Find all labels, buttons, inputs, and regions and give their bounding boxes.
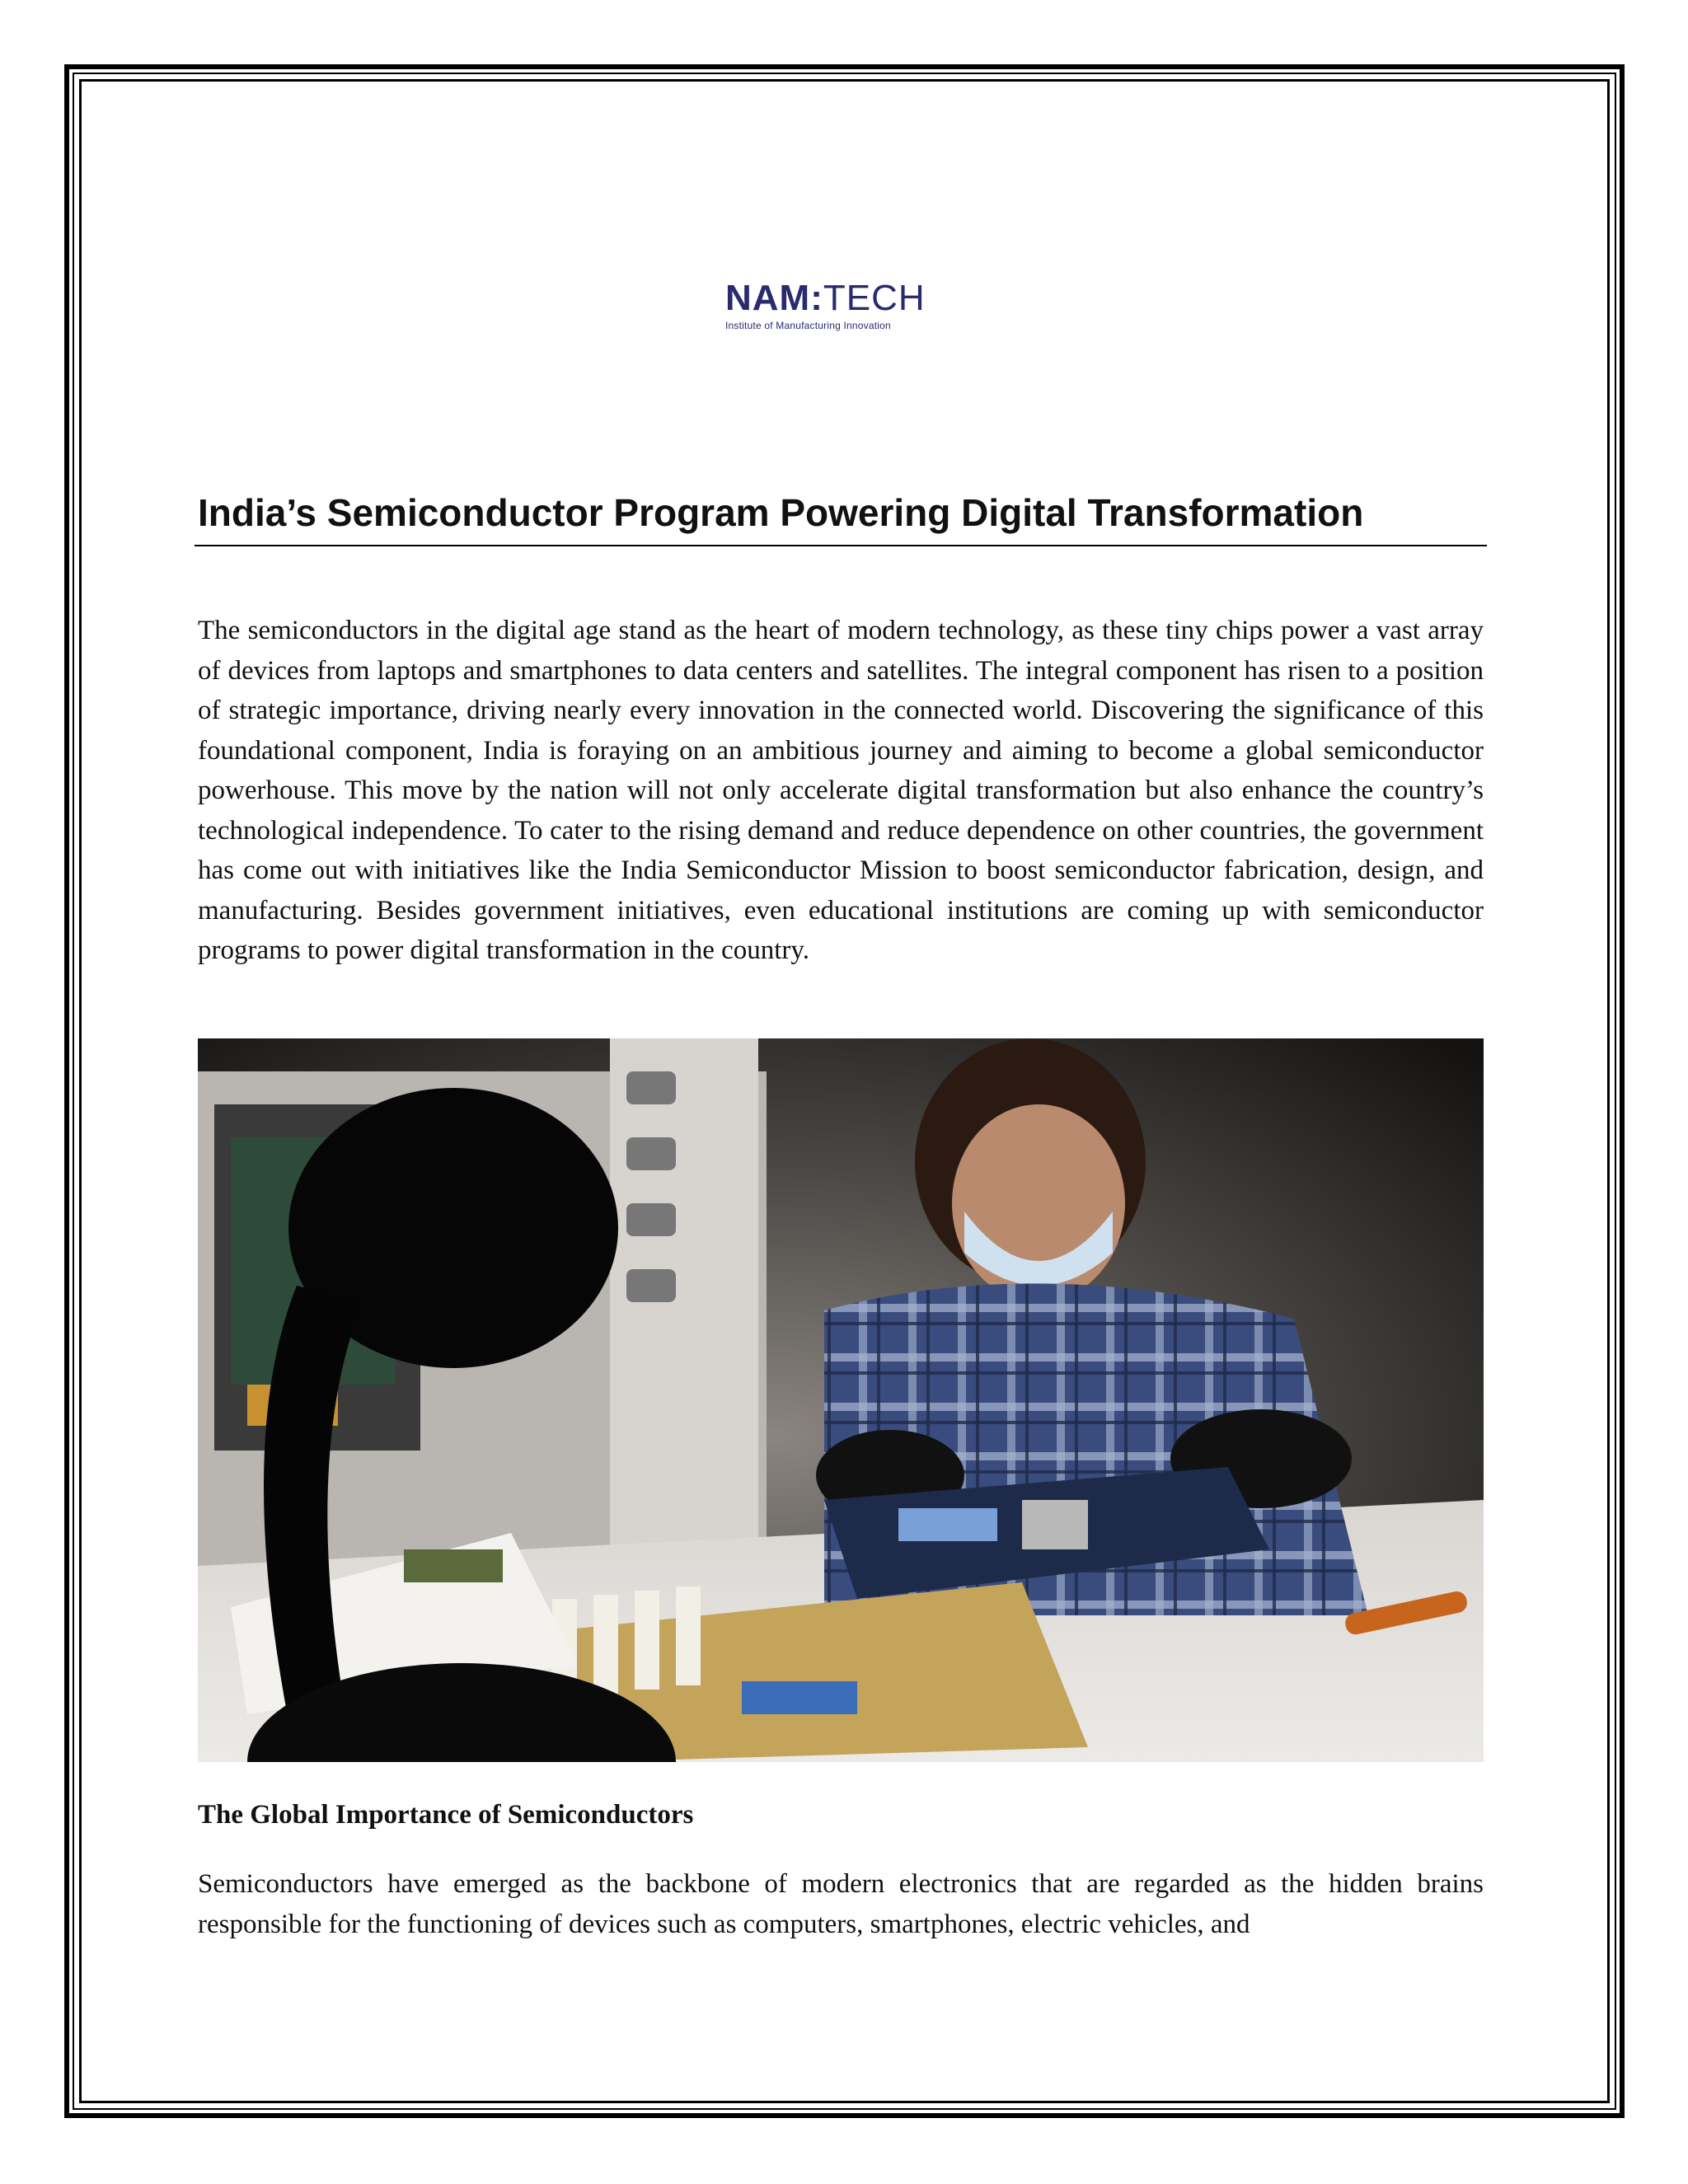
- logo-wordmark-bold: NAM:: [725, 278, 823, 318]
- article-title: India’s Semiconductor Program Powering Digital Transformation: [198, 491, 1364, 534]
- title-underline: [195, 545, 1487, 546]
- section-paragraph: Semiconductors have emerged as the backbone of modern electronics that are regarded as the hidden brains responsible for the functioning of devices such as computers, smartphones, electric vehicles, and: [198, 1869, 1484, 1939]
- namtech-logo: [725, 280, 964, 330]
- article-photo: [198, 1038, 1484, 1762]
- logo-wordmark-regular: TECH: [823, 278, 926, 318]
- logo-wordmark: [725, 280, 964, 316]
- section-heading: The Global Importance of Semiconductors: [198, 1800, 694, 1830]
- intro-paragraph: The semiconductors in the digital age stand as the heart of modern technology, as these tiny chips power a vast array of devices from laptops and smartphones to data centers and satellites. The integral component has risen to a position of strategic importance, driving nearly every innovation in the connected world. Discovering the significance of this foundational component, India is foraying on an ambitious journey and aiming to become a global semiconductor powerhouse. This move by the nation will not only accelerate digital transformation but also enhance the country’s technological independence. To cater to the rising demand and reduce dependence on other countries, the government has come out with initiatives like the India Semiconductor Mission to boost semiconductor fabrication, design, and manufacturing. Besides government initiatives, even educational institutions are coming up with semiconductor programs to power digital transformation in the country.: [198, 616, 1484, 965]
- logo-subtitle: Institute of Manufacturing Innovation: [725, 320, 891, 331]
